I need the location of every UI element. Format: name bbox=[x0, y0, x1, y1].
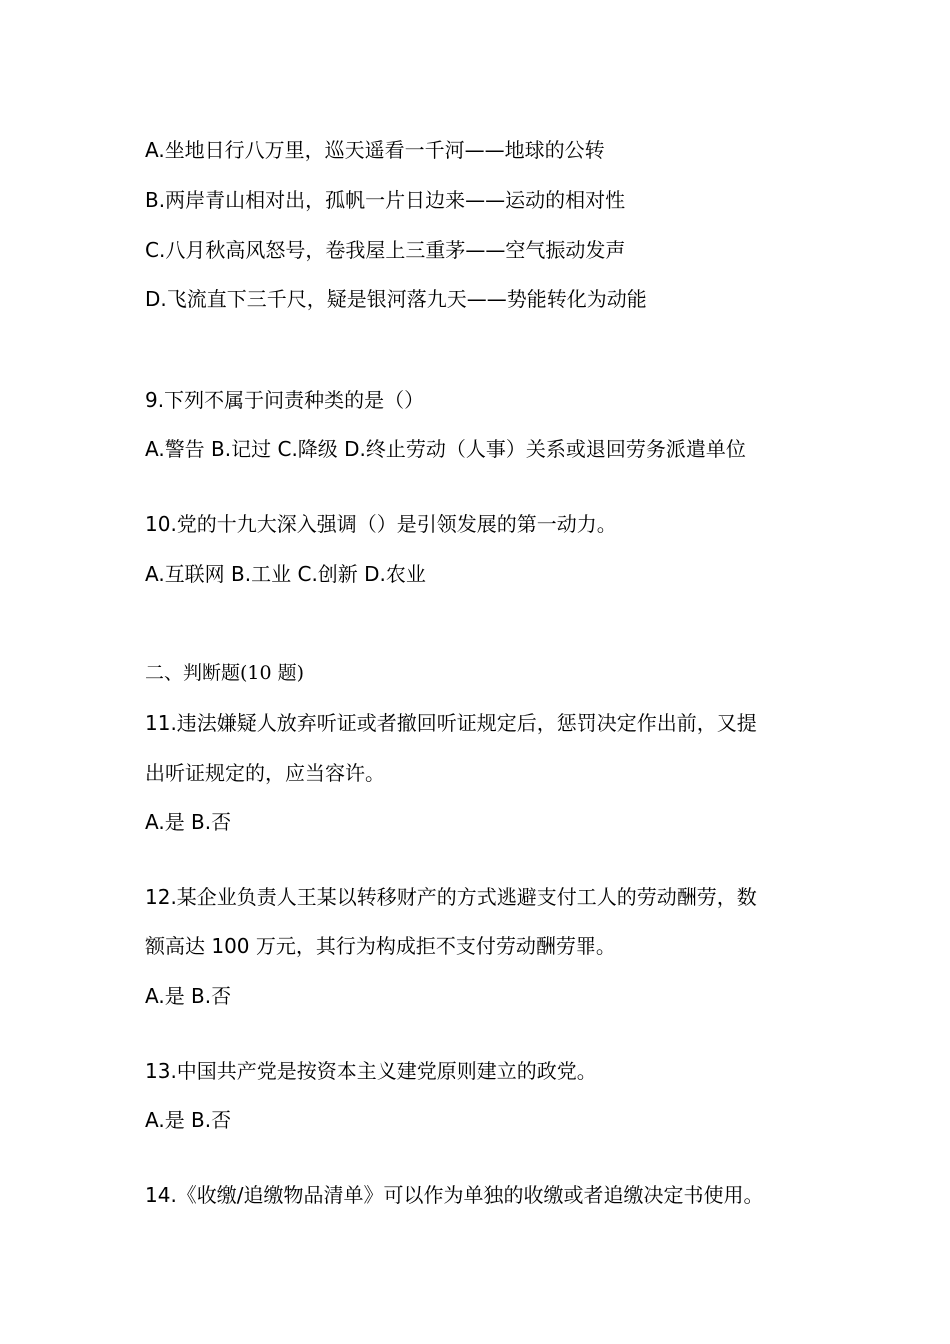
q13-stem: 13.中国共产党是按资本主义建党原则建立的政党。 bbox=[145, 1059, 597, 1083]
q12-options: A.是 B.否 bbox=[145, 984, 232, 1008]
q8-option-a: A.坐地日行八万里，巡天遥看一千河——地球的公转 bbox=[145, 138, 605, 162]
q11-options: A.是 B.否 bbox=[145, 810, 232, 834]
q12-stem-line1: 12.某企业负责人王某以转移财产的方式逃避支付工人的劳动酬劳，数 bbox=[145, 885, 757, 909]
q13-options: A.是 B.否 bbox=[145, 1108, 232, 1132]
q11-stem-line1: 11.违法嫌疑人放弃听证或者撤回听证规定后，惩罚决定作出前，又提 bbox=[145, 711, 757, 735]
q10-options: A.互联网 B.工业 C.创新 D.农业 bbox=[145, 562, 426, 586]
q10-stem: 10.党的十九大深入强调（）是引领发展的第一动力。 bbox=[145, 512, 617, 536]
q12-stem-line2: 额高达 100 万元，其行为构成拒不支付劳动酬劳罪。 bbox=[145, 934, 616, 958]
q9-options: A.警告 B.记过 C.降级 D.终止劳动（人事）关系或退回劳务派遣单位 bbox=[145, 437, 746, 461]
q11-stem-line2: 出听证规定的，应当容许。 bbox=[145, 761, 385, 785]
section-heading: 二、判断题(10 题) bbox=[145, 662, 305, 684]
q14-stem: 14.《收缴/追缴物品清单》可以作为单独的收缴或者追缴决定书使用。 bbox=[145, 1183, 764, 1207]
q9-stem: 9.下列不属于问责种类的是（） bbox=[145, 388, 425, 412]
q8-option-c: C.八月秋高风怒号，卷我屋上三重茅——空气振动发声 bbox=[145, 238, 626, 262]
q8-option-d: D.飞流直下三千尺，疑是银河落九天——势能转化为动能 bbox=[145, 287, 647, 311]
q8-option-b: B.两岸青山相对出，孤帆一片日边来——运动的相对性 bbox=[145, 188, 626, 212]
